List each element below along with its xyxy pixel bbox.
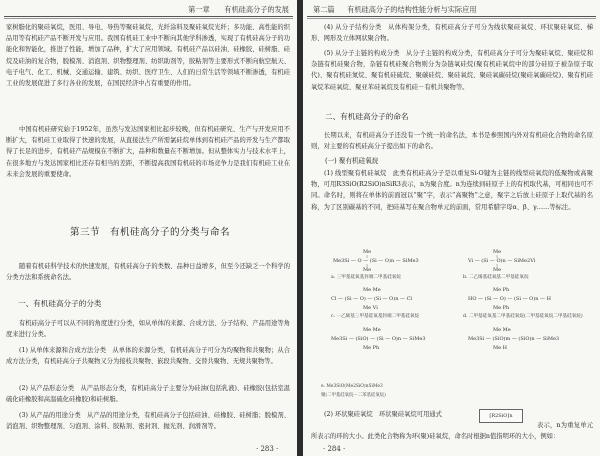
section-title: 第三节 有机硅高分子的分类与命名 bbox=[70, 227, 231, 238]
naming-paragraph: 长期以来，有机硅高分子还没有一个统一的命名法，本书是参照国内外对有机硅化合物的命名原则，对主要的有机硅高分子提出如下的命名。 bbox=[311, 132, 593, 151]
linear-siloxane-paragraph: (1) 线型聚有机硅氧烷 此类有机硅高分子是以重复Si-O键为主链的线型硅氧烷的低聚物或高聚物，可用R3SiO(R2SiO)nSiR3表示，n为聚合度。n为连续到硅原子上的有机取代基，可相同也可不同。命名时，则将在单体的前面冠以“聚”字，表示“高聚物”之意，聚字之后放上硅原子上取代基的名称，为了区别碳基的不同，把硅基写在聚合物单元的前面，常用希腊字母α、β、γ……等标注。 bbox=[311, 170, 593, 211]
cyclic-siloxane-paragraph-start: (2) 环状聚硅氧烷 环状聚硅氧烷可用通式 bbox=[324, 411, 442, 418]
svg-text:Me: Me bbox=[493, 249, 502, 255]
svg-text:Me Me: Me Me bbox=[363, 287, 381, 293]
svg-text:Me: Me bbox=[363, 249, 372, 255]
svg-text:Me Me: Me Me bbox=[493, 327, 511, 333]
right-header-rule bbox=[307, 16, 596, 17]
right-header-title: 有机硅高分子的结构性能分析与实际应用 bbox=[347, 5, 477, 14]
subsection-naming-title: 二、有机硅高分子的命名 bbox=[325, 112, 409, 121]
classification-item-2: (2) 从产品形态分类 从产品形态分类，有机硅高分子主要分为硅油(包括乳液)、硅橡胶(包括室温硫化硅橡胶和高温硫化硅橡胶)和硅树脂。 bbox=[6, 385, 290, 404]
classification-item-4: (4) 从分子结构分类 从体构架分类，有机硅高分子可分为线状聚硅氧烷、环状聚硅氧烷、梯形、网形及立体网状聚合物。 bbox=[311, 24, 593, 43]
svg-text:Cl — (Si — O) — (Si — O)n — Cl: Cl — (Si — O) — (Si — O)n — Cl bbox=[331, 296, 413, 302]
figure-note-e: e. Me3SiO(Me2SiO)nSiMe3 bbox=[321, 384, 383, 389]
svg-text:Me H: Me H bbox=[493, 345, 508, 351]
right-running-header bbox=[313, 3, 477, 16]
cyclic-siloxane-paragraph-end: 表示，n为重复单元所表示的环的大小。此类化合物称为环(聚)硅氧烷，命名时根据n值指明环的大小，例如： bbox=[311, 422, 593, 441]
right-header-chapter: 第二篇 bbox=[313, 5, 335, 14]
figure-caption-b: b. 二乙烯基硅氧基二甲基硅氧烷 bbox=[463, 275, 529, 280]
svg-text:Me3Si — (SiO)m — (SiO)n — SiMe: Me3Si — (SiO)m — (SiO)n — SiMe3 bbox=[468, 336, 560, 342]
svg-text:Me: Me bbox=[363, 267, 372, 273]
left-header-title: 有机硅高分子的发展 bbox=[224, 5, 289, 14]
structure-b bbox=[467, 249, 536, 273]
svg-text:HO — (Si — O) — (Si — O)n — H: HO — (Si — O) — (Si — O)n — H bbox=[468, 296, 551, 302]
svg-text:Me Vi: Me Vi bbox=[363, 305, 378, 311]
svg-text:Me: Me bbox=[493, 267, 502, 273]
left-header-chapter: 第一章 bbox=[188, 5, 210, 14]
left-intro-paragraph: 家树脂化的聚硅氧烷，医用、导电、导热等聚硅氧烷，光纤涂料及聚硅氧烷光纤；多功能、高性能的织品用等有机硅产品不断开发与应用。我国有机硅工业中不断向其他学科渗透，实现了有机硅高分子的功能化和智能化，推进了性能，增加了品种，扩大了应用领域。有机硅产品以硅油、硅橡胶、硅树脂、硅烷及硅油的复合物，脱模剂、消泡剂、织物整理剂、纺织助剂等，胶粘剂等主要形式不断向航空航天、电子电气、化工、机械、交通运输、建筑、纺织、医疗卫生、人们的日常生活等领域不断渗透，有机硅工业的发展促进了多行各业的发展，在国民经济中占有重要的作用。 bbox=[6, 24, 290, 88]
section-intro-paragraph: 随着有机硅科学技术的快速发展，有机硅高分子的类数、品种日益增多，但至今还缺乏一个科学的分类方法和系统命名法。 bbox=[6, 263, 290, 282]
figure-caption-a: a. 三甲基硅氧基封端二甲基硅氧烷 bbox=[331, 275, 401, 280]
figure-caption-d: d. 二甲基硅氧基二甲基硅氧烷(二甲基硅氧烷二甲基硅氧烷) bbox=[463, 314, 583, 319]
right-header-rule-thin bbox=[307, 18, 596, 19]
left-page bbox=[0, 0, 297, 456]
figure-note-copolymer: 聚(二甲基硅氧烷－二苯基硅氧烷) bbox=[321, 393, 386, 398]
classification-item-1: (1) 从单体来源和合成方法分类 从单体的来源分类，有机硅高分子可分为均聚物和共聚物；从合成方法分类，有机硅高分子共聚物又分为接枝共聚物、嵌段共聚物、交替共聚物、无规共聚物等。 bbox=[6, 347, 290, 366]
classification-item-3: (3) 从产品的用途分类 从产品的用途分类，有机硅高分子包括硅油、硅橡胶、硅树脂；脱模剂、消泡剂、织物整理剂、匀泡剂、涂料、胶粘剂、密封剂、抛光剂、润滑剂等。 bbox=[6, 412, 290, 431]
subheading-polysiloxane: (一) 聚有机硅氧烷 bbox=[325, 157, 379, 165]
svg-text:Me Ph: Me Ph bbox=[493, 305, 510, 311]
classification-item-5: (5) 从分子主链的构成分类 从分子主链的构成分类，有机硅高分子可分为聚硅氧烷、聚硅烷和杂链有机硅聚合物，杂链有机硅聚合物则分为杂链氧硅烷(聚有机硅氧烷中的部分硅原子被杂原子取代)、聚有机硅氮烷、聚有机硅硫烷、聚碳硅烷、聚硅氧烷、聚硅氧碳硅烷(聚硅氧碳硅烷)、聚有机硅氧烷苯硅氧烷、聚亚苯硅氧烷及有机硅－有机共聚物等。 bbox=[311, 50, 593, 91]
svg-text:Me Me: Me Me bbox=[363, 327, 381, 333]
structure-e bbox=[331, 327, 426, 351]
svg-text:Me Ph: Me Ph bbox=[493, 287, 510, 293]
svg-text:Me Ph: Me Ph bbox=[363, 345, 380, 351]
cyclic-formula-box: [R2SiO]n bbox=[479, 409, 523, 423]
left-history-paragraph: 中国有机硅研究始于1952年，虽然与发达国家相比起步较晚，但有机硅研究、生产与开发应用不断扩大，有机硅工业取得了快速的发展，从直接法生产所需氯硅烷单体到有机硅产品的开发与生产都取得了长足的进步，有机硅产品规模在不断扩大，品种和数量在不断增加。但从整体实力与技术水平上，在很多地方与发达国家相比还存有相当的差距，不断提高我国有机硅的市场竞争力是我们有机硅工业在未来会发展的重要使命。 bbox=[6, 126, 290, 178]
right-page-number: · 284 · bbox=[323, 445, 346, 453]
right-page bbox=[303, 0, 600, 456]
structure-d bbox=[468, 287, 552, 311]
svg-text:Me3Si — (SiO) — (Si — O)n — Si: Me3Si — (SiO) — (Si — O)n — SiMe3 bbox=[331, 336, 426, 342]
svg-text:Me3Si — O — (Si — O)n — SiMe3: Me3Si — O — (Si — O)n — SiMe3 bbox=[333, 258, 419, 264]
subsection-classification-title: 一、有机硅高分子的分类 bbox=[18, 299, 102, 308]
structure-c bbox=[331, 287, 412, 311]
svg-text:Vi — (Si — O)n — SiMe2Vi: Vi — (Si — O)n — SiMe2Vi bbox=[468, 258, 536, 264]
structure-formulas-figure bbox=[323, 245, 591, 375]
left-page-number: · 283 · bbox=[256, 445, 279, 453]
structure-f bbox=[468, 327, 559, 351]
left-running-header bbox=[188, 3, 289, 16]
structure-a bbox=[333, 249, 419, 273]
left-header-rule bbox=[4, 16, 293, 17]
left-header-rule-thin bbox=[4, 18, 293, 19]
classification-intro-paragraph: 有机硅高分子可以从不同的角度进行分类，如从单体的来源、合成方法、分子结构、产品用途等角度来进行分类。 bbox=[6, 320, 290, 339]
figure-caption-c: c. 一乙烯基三甲基硅氧基封端二甲基硅氧烷 bbox=[331, 314, 420, 319]
